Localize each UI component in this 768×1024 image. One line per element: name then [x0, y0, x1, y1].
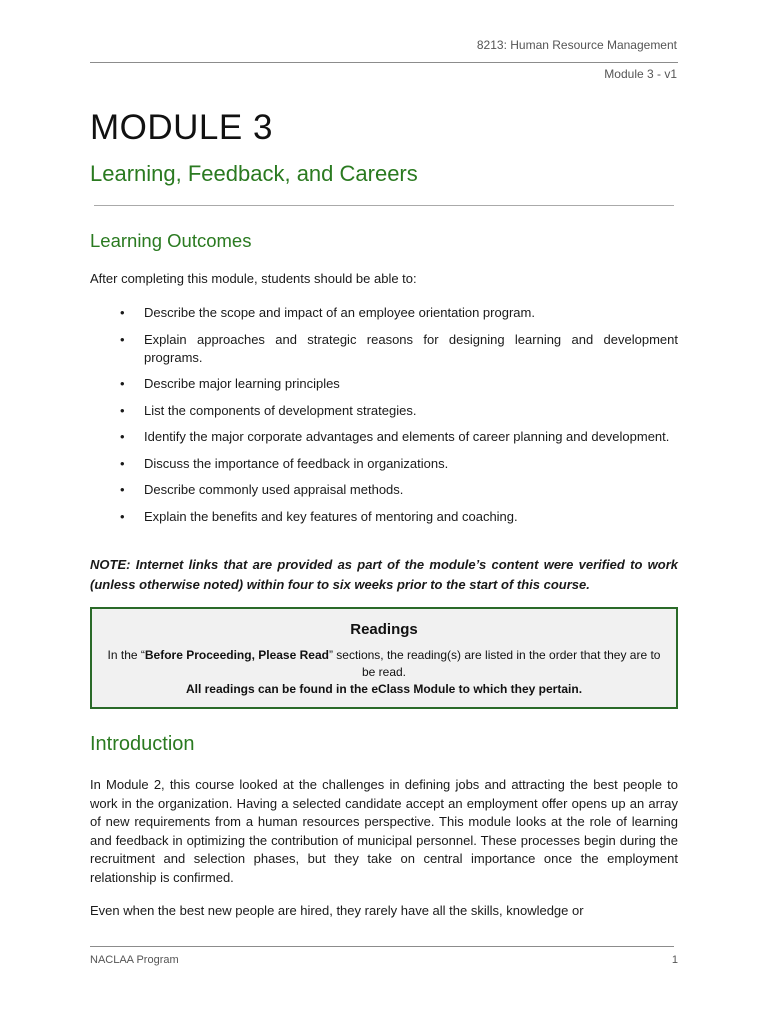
- footer-program: NACLAA Program: [90, 954, 179, 966]
- bullet-icon: •: [120, 402, 125, 418]
- list-item: [90, 304, 678, 322]
- bullet-icon: •: [120, 331, 125, 347]
- list-item-text: Identify the major corporate advantages and elements of career planning and development.: [144, 429, 670, 444]
- readings-body-prefix: In the “: [107, 648, 145, 662]
- list-item-text: Explain the benefits and key features of mentoring and coaching.: [144, 508, 518, 524]
- list-item-text: Describe commonly used appraisal methods.: [144, 482, 404, 497]
- list-item-text: Discuss the importance of feedback in organizations.: [144, 455, 449, 471]
- page-number: 1: [671, 954, 678, 966]
- page-title: MODULE 3: [90, 108, 273, 147]
- bullet-icon: •: [120, 482, 125, 497]
- introduction-heading: Introduction: [90, 733, 195, 755]
- introduction-paragraph: In Module 2, this course looked at the challenges in defining jobs and attracting the best people to work in the organization. Having a selected candidate accept an employment offer opens up an array of new requirements from a human resources perspective. This module looks at the role of learning and feedback in optimizing the contribution of municipal personnel. These processes begin during the recruitment and selection phases, but they take on central importance once the employment relationship is confirmed.: [90, 777, 678, 885]
- bullet-icon: •: [120, 305, 125, 320]
- header-divider: [90, 62, 678, 63]
- list-item: [90, 508, 678, 526]
- list-item: [90, 402, 678, 420]
- links-note: NOTE: Internet links that are provided as part of the module’s content were verified to work (unless otherwise noted) within four to six weeks prior to the start of this course.: [90, 557, 678, 592]
- footer-divider: [90, 946, 674, 947]
- list-item-text: Describe the scope and impact of an employee orientation program.: [144, 305, 535, 320]
- list-item: [90, 455, 678, 473]
- readings-body-emphasis: Before Proceeding, Please Read: [144, 648, 329, 662]
- list-item: [90, 331, 678, 367]
- learning-outcomes-heading: Learning Outcomes: [90, 230, 252, 251]
- readings-location-note: All readings can be found in the eClass Module to which they pertain.: [185, 682, 583, 696]
- bullet-icon: •: [120, 455, 125, 471]
- readings-box: [90, 607, 678, 709]
- bullet-icon: •: [120, 376, 125, 391]
- list-item-text: Explain approaches and strategic reasons for designing learning and development programs.: [144, 331, 678, 365]
- subtitle-divider: [94, 205, 674, 206]
- learning-outcomes-list: [90, 304, 678, 534]
- list-item: [90, 428, 678, 446]
- readings-title: Readings: [350, 621, 418, 638]
- header-module-version: Module 3 - v1: [604, 67, 677, 81]
- page-subtitle: Learning, Feedback, and Careers: [90, 161, 418, 186]
- introduction-paragraph: Even when the best new people are hired, they rarely have all the skills, knowledge or: [90, 903, 584, 918]
- readings-body-suffix: ” sections, the reading(s) are listed in the order that they are to be read.: [328, 648, 661, 679]
- list-item: [90, 481, 678, 499]
- learning-outcomes-lead: After completing this module, students should be able to:: [90, 271, 417, 286]
- list-item-text: List the components of development strategies.: [144, 402, 417, 418]
- readings-body: [102, 647, 666, 681]
- list-item-text: Describe major learning principles: [144, 376, 340, 391]
- header-course: 8213: Human Resource Management: [476, 38, 677, 52]
- bullet-icon: •: [120, 429, 125, 444]
- list-item: [90, 375, 678, 393]
- bullet-icon: •: [120, 508, 125, 524]
